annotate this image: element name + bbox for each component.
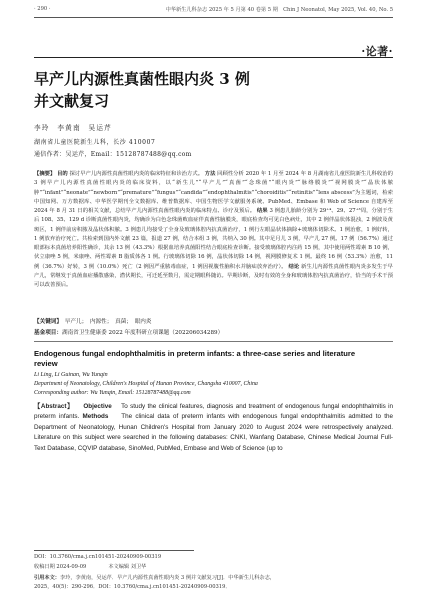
header-rule	[34, 17, 393, 18]
english-abstract-label: 【Abstract】	[34, 403, 74, 410]
funding-label: 基金项目：	[34, 330, 62, 336]
english-abstract	[34, 402, 393, 454]
conclusion-label: 结论	[288, 263, 300, 270]
chinese-keywords	[34, 318, 393, 327]
doi-line[interactable]: DOI：10.3760/cma.j.cn101451-20240909-00319	[34, 554, 162, 560]
title-line-1: 早产儿内源性真菌性眼内炎 3 例	[34, 70, 250, 88]
conclusion-text: 新生儿内源性真菌性眼内炎多发生于早产儿，常继发于真菌血症播散感染，潜伏期长，可迁延至数月，需定期眼科随访。早期诊断，及时有效的全身和玻璃体腔内抗真菌治疗，恰当的手术干预可以改善预后。	[34, 263, 394, 288]
dates-line	[34, 564, 394, 571]
abstract-label: 【摘要】	[34, 171, 56, 177]
page-number: · 290 ·	[34, 6, 51, 12]
english-methods-text: The clinical data of preterm infants with endogenous fungal endophthalmitis admitted to the Department of Neonatology, Hunan Children's Hospital from January 2020 to August 2024 were retrospectively analyzed. Literature on this subject were searched in the following databases: CNKI, Wanfang Database, Chinese Medical Journal Full-Text Database, CQVIP database, SinoMed, PubMed, Embase and Web of Science (up to	[34, 413, 394, 452]
english-authors: Li Ling, Li Guinan, Wu Yunqin	[34, 372, 108, 378]
methods-label: 方法	[204, 171, 216, 177]
objective-text: 探讨早产儿内源性真菌性眼内炎的临床特征和诊治方式。	[69, 171, 204, 177]
english-title	[34, 349, 393, 369]
corresponding-author	[34, 149, 192, 158]
running-header	[34, 6, 393, 16]
english-corresponding-author: Corresponding author: Wu Yunqin, Email: 15128787488@qq.com	[34, 390, 191, 396]
journal-citation-line: 中华新生儿科杂志 2025 年 5 月第 40 卷第 5 期 Chin J Neonatol, May 2025, Vol. 40, No. 5	[165, 7, 393, 13]
editor-name: 刘卫华	[130, 564, 147, 570]
keywords-label: 【关键词】	[34, 319, 60, 325]
results-label: 结果	[256, 208, 268, 214]
column-rule	[34, 57, 393, 58]
citation-line-1	[34, 575, 394, 582]
article-title	[34, 68, 394, 112]
chinese-abstract	[34, 170, 393, 290]
results-text: 3 例患儿胎龄分别为 29⁺⁴、29、27⁺³周，分别于生后 108、35、129 d 诊断真菌性眼内炎，均确诊为白色念珠菌败血症伴真菌性脑膜炎，眼底检查均可见白色病灶，其中 2 例伴晶状体混浊，2 例波及黄斑区，1 例伴前房积脓及晶状体积脓。3 例患儿均接受了全身及玻璃体腔内抗真菌治疗，1 例行左眼晶状体摘除+玻璃体切除术。1 例治愈，1 例好转，1 例放弃治疗死亡。共检索到国内外文献 23 篇，报道 27 例，结合本组 3 例，共纳入 30 例。其中足月儿 3 例，早产儿 27 例。17 例（56.7%）通过眼部标本真菌培养阳性确诊，其余 13 例（43.3%）根据血培养真菌阳性结合眼底检查诊断。接受玻璃体腔内注药 15 例，其中使用两性霉素 B 10 例，伏立康唑 5 例，米康唑、两性霉素 B 脂质体各 1 例。行玻璃体切除 16 例，晶状体切除 14 例，视网膜修复术 1 例。最终 16 例（53.3%）治愈，11 例（36.7%）好转，3 例（10.0%）死亡（2 例因严重脓毒血症，1 例因视腹性脑积水并脑疝放弃治疗）。	[34, 208, 393, 270]
funding-text: 湖南省卫生健康委 2022 年度科研立项课题（202206034289）	[61, 330, 224, 336]
english-objective-label: Objective	[83, 403, 112, 410]
english-title-line-2: review	[34, 359, 58, 369]
received-label: 收稿日期	[34, 564, 55, 570]
english-affiliation: Department of Neonatology, Children's Hospital of Hunan Province, Changsha 410007, China	[34, 381, 258, 387]
keywords-text: 早产儿； 内源性； 真菌； 眼内炎	[64, 319, 152, 325]
title-line-2: 并文献复习	[34, 92, 110, 110]
footer-rule	[34, 550, 194, 551]
received-date: 2024-09-09	[56, 564, 87, 570]
citation-text-1: 李玲，李黄南，吴运芹．早产儿内源性真菌性眼内炎 3 例并文献复习[J]．中华新生儿科杂志，	[59, 575, 275, 581]
author-list: 李玲 李黄南 吴运芹	[34, 124, 112, 132]
english-title-line-1: Endogenous fungal endophthalmitis in preterm infants: a three-case series and literature	[34, 349, 356, 358]
section-divider	[34, 341, 393, 342]
english-objective-text: To study the clinical features, diagnosis and treatment of endogenous fungal endophthalmitis in preterm infants.	[34, 403, 394, 421]
author-affiliation: 湖南省儿童医院新生儿科，长沙 410007	[34, 139, 156, 146]
citation-line-2: 2025，40(5)：290-296．DOI：10.3760/cma.j.cn101451-20240909-00319．	[34, 584, 231, 590]
corresponding-email[interactable]: 吴运芹，Email：15128787488@qq.com	[65, 151, 192, 158]
editor-label: 本文编辑	[108, 564, 130, 570]
funding-info	[34, 329, 393, 338]
english-methods-label: Methods	[82, 413, 109, 421]
corresponding-label: 通信作者：	[34, 151, 66, 158]
objective-label: 目的	[57, 171, 68, 177]
methods-text: 回顾性分析 2020 年 1 月至 2024 年 8 月湖南省儿童医院新生儿科收治的 3 例早产儿内源性真菌性眼内炎的临床资料，以“新生儿”“早产儿”“真菌”“念珠菌”“眼内炎”“脉络膜炎”“视网膜炎”“晶状体脓肿”“infant”“neonate”“newborn”“premature”“fungus”“candida”“endophthalmitis”“choroiditis”“retinitis”“lens abscess”为主题词，检索中国知网、万方数据库、中华医学期刊全文数据库、维普数据库、中国生物医学文献服务系统、PubMed、Embase 和 Web of Science 自建库至 2024 年 8 月 31 日的相关文献，总结早产儿内源性真菌性眼内炎的临床特点、诊疗及预后。	[34, 171, 393, 214]
column-label: ·论著·	[361, 45, 393, 58]
citation-label: 引用本文：	[34, 575, 60, 581]
